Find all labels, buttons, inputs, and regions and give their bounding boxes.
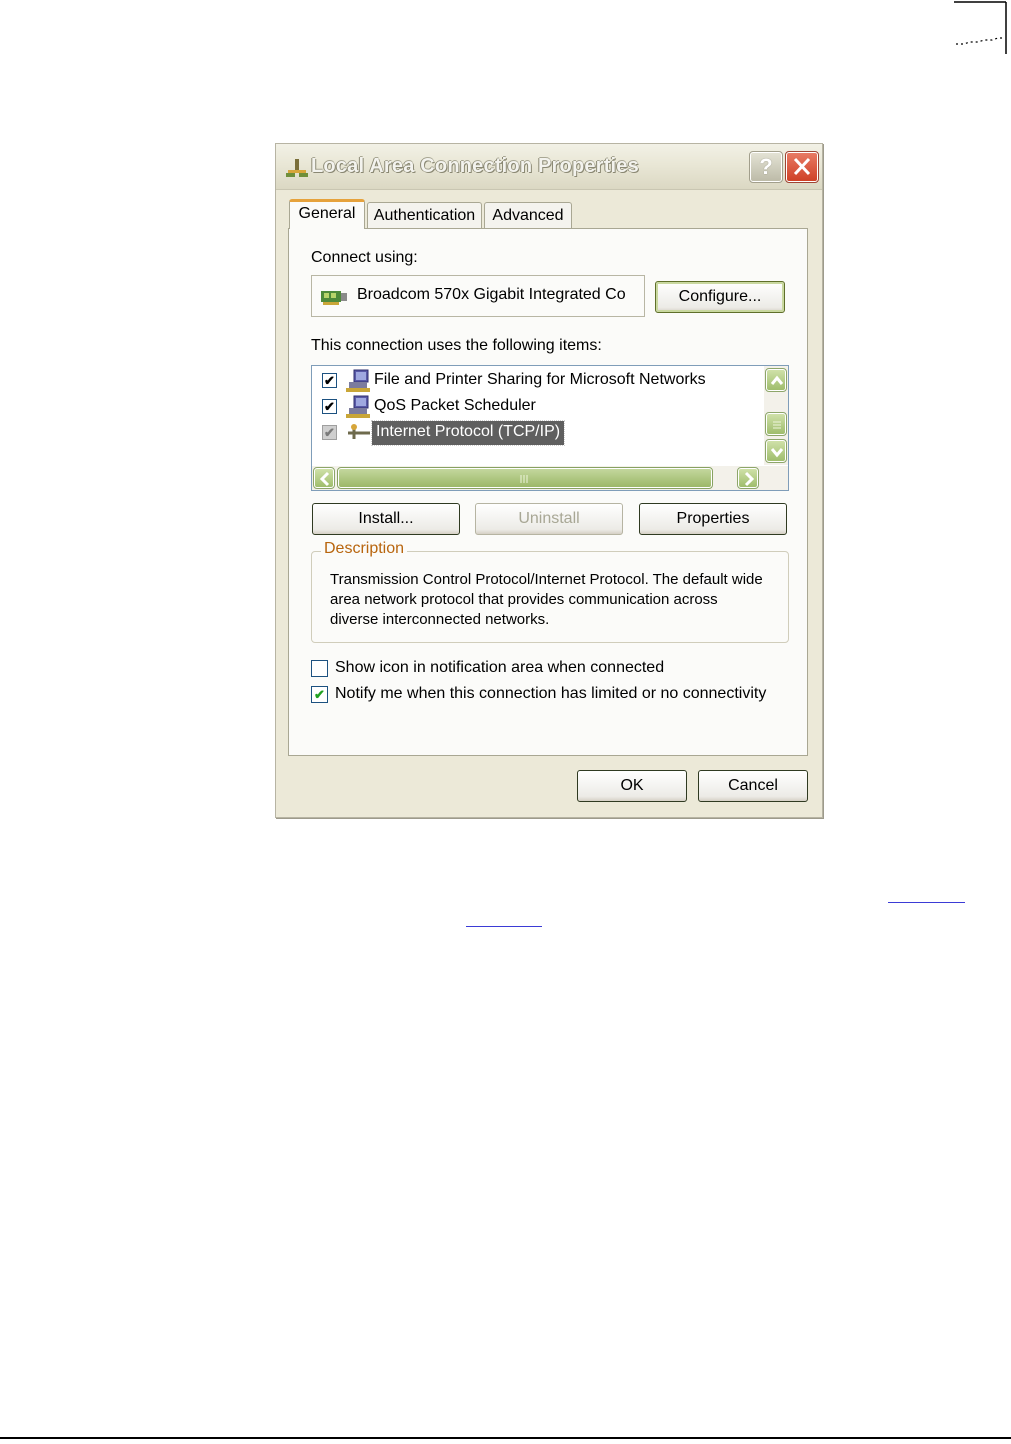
description-title: Description [321, 540, 407, 558]
description-text: Transmission Control Protocol/Internet Protocol. The default wide area network protocol that provides communication across diverse interconnected networks. [330, 571, 763, 628]
adapter-field [311, 275, 645, 317]
chevron-right-icon [739, 469, 759, 489]
list-item[interactable] [312, 394, 762, 420]
network-adapter-icon [321, 288, 347, 306]
vertical-scrollbar[interactable] [764, 366, 788, 465]
properties-button[interactable] [639, 503, 787, 535]
item-checkbox[interactable]: ✔ [322, 399, 337, 414]
description-group [311, 540, 789, 643]
scroll-right-button[interactable] [738, 468, 758, 488]
install-button[interactable] [312, 503, 460, 535]
help-icon: ? [759, 154, 773, 179]
chevron-down-icon [767, 441, 787, 463]
page-corner-mark [954, 0, 1008, 56]
notify-checkbox[interactable]: ✔ [311, 686, 328, 703]
configure-button-label: Configure... [678, 288, 762, 305]
cancel-button[interactable] [698, 770, 808, 802]
tab-general[interactable] [289, 199, 365, 229]
tab-general-label: General [298, 205, 356, 222]
tab-advanced-label: Advanced [492, 207, 564, 224]
tab-advanced[interactable] [484, 202, 572, 230]
title-bar[interactable] [276, 144, 822, 190]
chevron-up-icon [767, 370, 787, 392]
network-service-icon [346, 395, 372, 419]
item-label: Internet Protocol (TCP/IP) [372, 421, 564, 445]
window-title: Local Area Connection Properties [311, 155, 639, 177]
item-label: File and Printer Sharing for Microsoft Networks [374, 371, 706, 388]
general-tab-panel [288, 228, 808, 756]
uninstall-button [475, 503, 623, 535]
horizontal-scroll-thumb[interactable] [338, 468, 712, 488]
configure-button[interactable] [655, 281, 785, 313]
close-button[interactable] [786, 152, 818, 182]
cancel-button-label: Cancel [728, 777, 778, 794]
tab-authentication-label: Authentication [373, 207, 476, 224]
network-service-icon [346, 369, 372, 393]
scroll-down-button[interactable] [766, 440, 786, 462]
items-label: This connection uses the following items: [311, 337, 602, 354]
scroll-up-button[interactable] [766, 369, 786, 391]
scroll-left-button[interactable] [314, 468, 334, 488]
grip-icon [767, 414, 787, 436]
document-link[interactable] [888, 902, 965, 903]
uninstall-button-label: Uninstall [518, 510, 580, 527]
item-label: QoS Packet Scheduler [374, 397, 536, 414]
item-checkbox[interactable]: ✔ [322, 373, 337, 388]
grip-icon [339, 469, 713, 489]
ok-button[interactable] [577, 770, 687, 802]
properties-dialog [275, 143, 823, 818]
help-button[interactable] [750, 152, 782, 182]
properties-button-label: Properties [676, 510, 750, 527]
notify-label[interactable]: Notify me when this connection has limited or no connectivity [335, 685, 767, 702]
tab-authentication[interactable] [367, 202, 482, 230]
list-item[interactable] [312, 368, 762, 394]
ok-button-label: OK [620, 777, 644, 794]
horizontal-scrollbar[interactable] [312, 466, 788, 490]
components-list[interactable] [311, 365, 789, 491]
list-item-selected[interactable] [312, 420, 762, 446]
page-footer-rule [0, 1437, 1011, 1439]
network-connection-icon [286, 157, 308, 179]
close-icon [787, 153, 817, 181]
scroll-thumb[interactable] [766, 413, 786, 435]
protocol-icon [346, 421, 372, 445]
connect-using-label: Connect using: [311, 249, 418, 266]
document-link[interactable] [466, 926, 542, 927]
chevron-left-icon [315, 469, 335, 489]
show-icon-checkbox[interactable] [311, 660, 328, 677]
show-icon-label[interactable]: Show icon in notification area when connected [335, 659, 665, 676]
item-checkbox[interactable]: ✔ [322, 425, 337, 440]
adapter-name: Broadcom 570x Gigabit Integrated Co [357, 286, 626, 303]
install-button-label: Install... [358, 510, 414, 527]
